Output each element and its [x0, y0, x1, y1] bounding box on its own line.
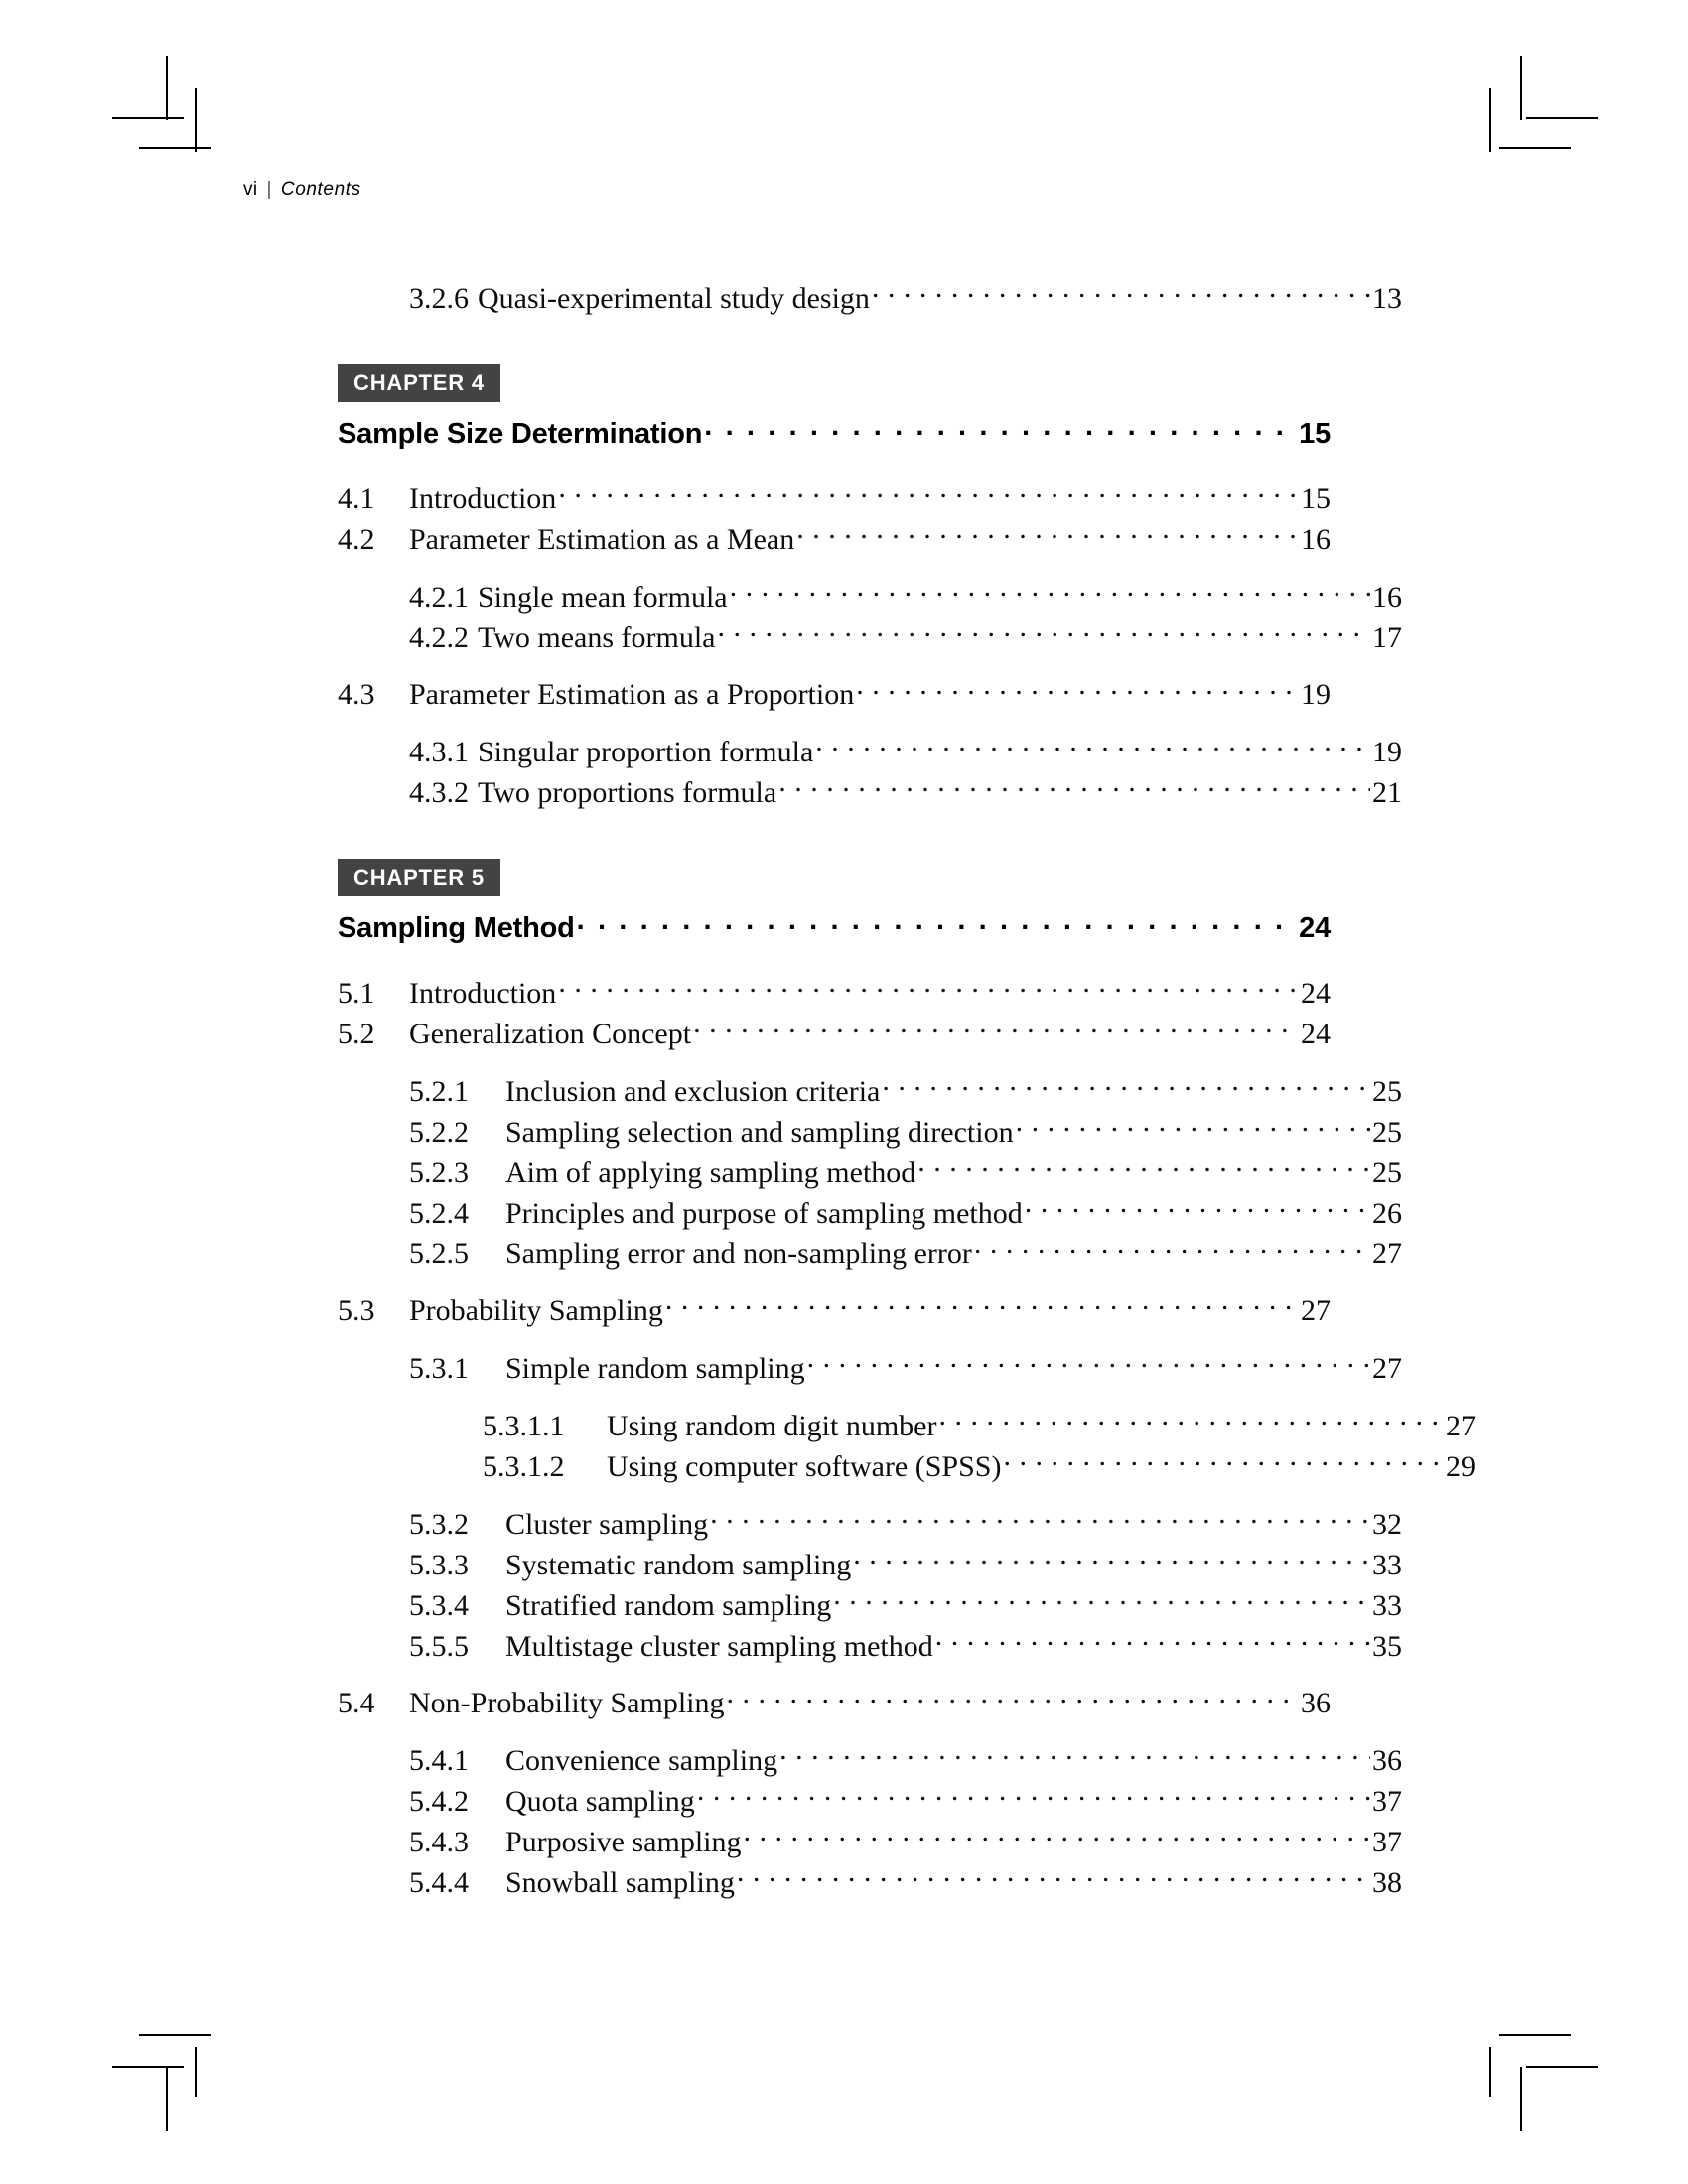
running-head-separator: | — [266, 179, 272, 200]
toc-entry[interactable] — [409, 1233, 1402, 1274]
chapter-block — [338, 364, 1402, 813]
toc-entry[interactable] — [409, 1585, 1402, 1626]
toc-entry-page: 25 — [1372, 1156, 1402, 1189]
dot-leader — [796, 519, 1299, 549]
toc-entry-page: 19 — [1301, 678, 1331, 712]
crop-mark-top-right-vertical — [1520, 56, 1522, 120]
toc-entry[interactable] — [409, 1112, 1402, 1153]
toc-entry[interactable] — [483, 1406, 1476, 1446]
toc-entry[interactable] — [338, 973, 1331, 1014]
dot-leader — [917, 1153, 1370, 1182]
toc-entry-page: 36 — [1301, 1687, 1331, 1720]
toc-entry-number: 4.3.1 — [409, 736, 469, 769]
dot-leader — [744, 1822, 1371, 1851]
chapter-title-entry[interactable] — [338, 908, 1331, 945]
toc-entry-page: 32 — [1372, 1507, 1402, 1541]
crop-mark-bottom-right-vertical — [1520, 2067, 1522, 2131]
toc-page — [243, 179, 1476, 1903]
toc-entry[interactable] — [409, 1626, 1402, 1667]
toc-entry[interactable] — [409, 577, 1402, 617]
spacer — [338, 1274, 1331, 1291]
crop-mark-bottom-left-bleed-vertical — [195, 2047, 197, 2097]
toc-entry[interactable] — [409, 1740, 1402, 1781]
toc-entry-page: 33 — [1372, 1548, 1402, 1581]
toc-entry-number: 4.2.2 — [409, 620, 469, 654]
toc-entry-page: 17 — [1372, 620, 1402, 654]
toc-entry-page: 16 — [1301, 522, 1331, 556]
toc-entry-title: Sampling selection and sampling direction — [505, 1115, 1014, 1149]
crop-mark-top-left-bleed-horizontal — [139, 147, 211, 149]
dot-leader — [1003, 1446, 1444, 1476]
toc-entry-number: 4.1 — [338, 481, 375, 515]
chapter-block — [338, 859, 1476, 1903]
toc-entry-number: 5.3.1.2 — [483, 1450, 565, 1484]
toc-entry-page: 19 — [1372, 736, 1402, 769]
toc-entry[interactable] — [409, 1781, 1402, 1822]
toc-entry-title: Two proportions formula — [478, 776, 777, 810]
toc-entry[interactable] — [409, 1348, 1402, 1389]
toc-entry-title: Inclusion and exclusion criteria — [505, 1074, 881, 1108]
toc-entry-title: Principles and purpose of sampling method — [505, 1196, 1023, 1230]
chapter-title: Sampling Method — [338, 912, 575, 945]
toc-entry-page: 27 — [1372, 1352, 1402, 1386]
toc-entry-page: 33 — [1372, 1588, 1402, 1622]
toc-entry-number: 5.3.4 — [409, 1588, 469, 1622]
crop-mark-top-right-bleed-horizontal — [1499, 147, 1571, 149]
toc-entry-page: 27 — [1446, 1410, 1476, 1443]
toc-entry-number: 3.2.6 — [409, 282, 469, 315]
crop-mark-top-right-bleed-vertical — [1489, 88, 1491, 152]
toc-entry-title: Quasi-experimental study design — [478, 282, 870, 315]
dot-leader — [710, 1504, 1370, 1534]
toc-entry-title: Introduction — [409, 977, 557, 1011]
dot-leader — [938, 1406, 1444, 1435]
dot-leader — [558, 478, 1299, 508]
toc-entry-number: 5.3.2 — [409, 1507, 469, 1541]
dot-leader — [974, 1233, 1370, 1263]
crop-mark-top-left-horizontal — [112, 117, 184, 119]
dot-leader — [704, 414, 1297, 443]
spacer — [338, 1054, 1331, 1071]
toc-entry-title: Generalization Concept — [409, 1018, 692, 1051]
crop-mark-bottom-left-vertical — [166, 2067, 168, 2131]
dot-leader — [807, 1348, 1370, 1378]
dot-leader — [727, 1683, 1300, 1712]
spacer — [338, 1487, 1331, 1504]
toc-entry-page: 36 — [1372, 1744, 1402, 1778]
toc-entry-number: 5.3.1 — [409, 1352, 469, 1386]
toc-entry-number: 5.2.5 — [409, 1237, 469, 1271]
toc-entry-number: 4.3 — [338, 678, 375, 712]
toc-entry[interactable] — [409, 1822, 1402, 1862]
toc-entry-number: 5.4 — [338, 1687, 375, 1720]
toc-entry-number: 5.3.3 — [409, 1548, 469, 1581]
dot-leader — [853, 1545, 1370, 1574]
toc-entry-page: 16 — [1372, 580, 1402, 614]
toc-entry-number: 4.2 — [338, 522, 375, 556]
toc-entry-title: Cluster sampling — [505, 1507, 709, 1541]
spacer — [338, 1723, 1331, 1740]
dot-leader — [872, 278, 1370, 308]
toc-entry-page: 21 — [1372, 776, 1402, 810]
spacer — [338, 560, 1331, 577]
toc-entry-title: Single mean formula — [478, 580, 728, 614]
toc-entry-number: 4.3.2 — [409, 776, 469, 810]
toc-entry[interactable] — [409, 1504, 1402, 1545]
crop-mark-bottom-right-horizontal — [1526, 2066, 1598, 2068]
toc-entry-title: Snowball sampling — [505, 1866, 735, 1900]
toc-entry-title: Simple random sampling — [505, 1352, 805, 1386]
toc-entry-number: 5.2.1 — [409, 1074, 469, 1108]
spacer — [338, 1331, 1331, 1348]
toc-entry-title: Probability Sampling — [409, 1295, 663, 1328]
toc-entry-title: Aim of applying sampling method — [505, 1156, 916, 1189]
toc-entry-title: Introduction — [409, 481, 557, 515]
toc-entry-title: Multistage cluster sampling method — [505, 1629, 933, 1663]
toc-entry-number: 5.4.4 — [409, 1866, 469, 1900]
toc-entry[interactable] — [338, 1683, 1331, 1723]
chapter-page: 24 — [1299, 912, 1331, 945]
toc-entry-number: 5.1 — [338, 977, 375, 1011]
toc-entry-number: 5.4.2 — [409, 1785, 469, 1819]
toc-entry-title: Convenience sampling — [505, 1744, 778, 1778]
toc-entry[interactable] — [409, 1193, 1402, 1234]
toc-entry-page: 15 — [1301, 481, 1331, 515]
dot-leader — [935, 1626, 1370, 1656]
toc-entry[interactable] — [409, 1545, 1402, 1585]
toc-entry-title: Two means formula — [478, 620, 716, 654]
toc-entry-page: 24 — [1301, 977, 1331, 1011]
dot-leader — [833, 1585, 1370, 1615]
chapter-title-entry[interactable] — [338, 414, 1331, 451]
dot-leader — [693, 1014, 1299, 1043]
chapter-page: 15 — [1299, 417, 1331, 450]
spacer — [338, 451, 1331, 478]
toc-entry-number: 5.2 — [338, 1018, 375, 1051]
toc-entry[interactable] — [338, 674, 1331, 715]
toc-entry-title: Parameter Estimation as a Mean — [409, 522, 795, 556]
toc-entry-page: 24 — [1301, 1018, 1331, 1051]
toc-entry[interactable] — [409, 1153, 1402, 1193]
toc-entry-number: 5.2.3 — [409, 1156, 469, 1189]
toc-entry-title: Stratified random sampling — [505, 1588, 832, 1622]
dot-leader — [665, 1291, 1299, 1320]
dot-leader — [577, 908, 1297, 937]
spacer — [338, 657, 1331, 674]
toc-entry-title: Using computer software (SPSS) — [607, 1450, 1002, 1484]
toc-entry-page: 26 — [1372, 1196, 1402, 1230]
dot-leader — [1016, 1112, 1370, 1142]
crop-mark-top-left-vertical — [166, 56, 168, 120]
toc-entry[interactable] — [409, 1862, 1402, 1903]
crop-mark-bottom-right-bleed-vertical — [1489, 2047, 1491, 2097]
toc-entry-number: 5.4.3 — [409, 1826, 469, 1859]
spacer — [338, 945, 1331, 973]
toc-entry-number: 5.4.1 — [409, 1744, 469, 1778]
toc-entry-title: Purposive sampling — [505, 1826, 742, 1859]
toc-entry-title: Quota sampling — [505, 1785, 695, 1819]
dot-leader — [882, 1071, 1370, 1101]
toc-entry[interactable] — [409, 1071, 1402, 1112]
toc-entry-page: 25 — [1372, 1074, 1402, 1108]
toc-entry-orphan[interactable] — [409, 278, 1402, 319]
toc-entry-page: 35 — [1372, 1629, 1402, 1663]
toc-entry-number: 5.2.4 — [409, 1196, 469, 1230]
crop-mark-bottom-right-bleed-horizontal — [1499, 2034, 1571, 2036]
crop-mark-bottom-left-horizontal — [112, 2066, 184, 2068]
dot-leader — [558, 973, 1299, 1003]
toc-entry-number: 5.5.5 — [409, 1629, 469, 1663]
dot-leader — [730, 577, 1370, 607]
toc-entry-page: 25 — [1372, 1115, 1402, 1149]
page-folio: vi — [243, 179, 258, 200]
dot-leader — [778, 772, 1370, 802]
toc-entry-number: 5.2.2 — [409, 1115, 469, 1149]
dot-leader — [856, 674, 1299, 704]
toc-entry[interactable] — [409, 732, 1402, 772]
toc-entry-number: 5.3 — [338, 1295, 375, 1328]
toc-entry-title: Non-Probability Sampling — [409, 1687, 725, 1720]
spacer — [338, 715, 1331, 732]
chapter-title: Sample Size Determination — [338, 417, 703, 450]
toc-entry-title: Parameter Estimation as a Proportion — [409, 678, 855, 712]
toc-entry-page: 38 — [1372, 1866, 1402, 1900]
toc-entry-title: Sampling error and non-sampling error — [505, 1237, 972, 1271]
running-head — [243, 179, 1331, 201]
toc-entry-title: Systematic random sampling — [505, 1548, 852, 1581]
dot-leader — [718, 617, 1370, 647]
dot-leader — [815, 732, 1370, 761]
spacer — [338, 1666, 1331, 1683]
toc-entry-number: 5.3.1.1 — [483, 1410, 565, 1443]
crop-mark-bottom-left-bleed-horizontal — [139, 2034, 211, 2036]
toc-entry-page: 37 — [1372, 1826, 1402, 1859]
toc-entry[interactable] — [338, 478, 1331, 519]
chapter-badge: CHAPTER 5 — [338, 859, 500, 896]
toc-entry-page: 27 — [1301, 1295, 1331, 1328]
toc-entry-title: Singular proportion formula — [478, 736, 814, 769]
toc-entry-page: 37 — [1372, 1785, 1402, 1819]
toc-entry[interactable] — [409, 617, 1402, 658]
toc-entry-page: 27 — [1372, 1237, 1402, 1271]
toc-entry[interactable] — [338, 519, 1331, 560]
spacer — [338, 1389, 1331, 1406]
toc-entry[interactable] — [338, 1291, 1331, 1331]
toc-entry-title: Using random digit number — [607, 1410, 937, 1443]
crop-mark-top-left-bleed-vertical — [195, 88, 197, 152]
chapter-list — [338, 364, 1476, 1903]
toc-entry-number: 4.2.1 — [409, 580, 469, 614]
dot-leader — [737, 1862, 1370, 1892]
running-head-label: Contents — [280, 179, 361, 200]
toc-entry[interactable] — [409, 772, 1402, 813]
dot-leader — [779, 1740, 1370, 1770]
toc-entry-page: 13 — [1372, 282, 1402, 315]
toc-entry[interactable] — [338, 1014, 1331, 1054]
dot-leader — [697, 1781, 1370, 1811]
dot-leader — [1025, 1193, 1370, 1223]
toc-entry-page: 29 — [1446, 1450, 1476, 1484]
toc-entry[interactable] — [483, 1446, 1476, 1487]
chapter-badge: CHAPTER 4 — [338, 364, 500, 402]
crop-mark-top-right-horizontal — [1526, 117, 1598, 119]
